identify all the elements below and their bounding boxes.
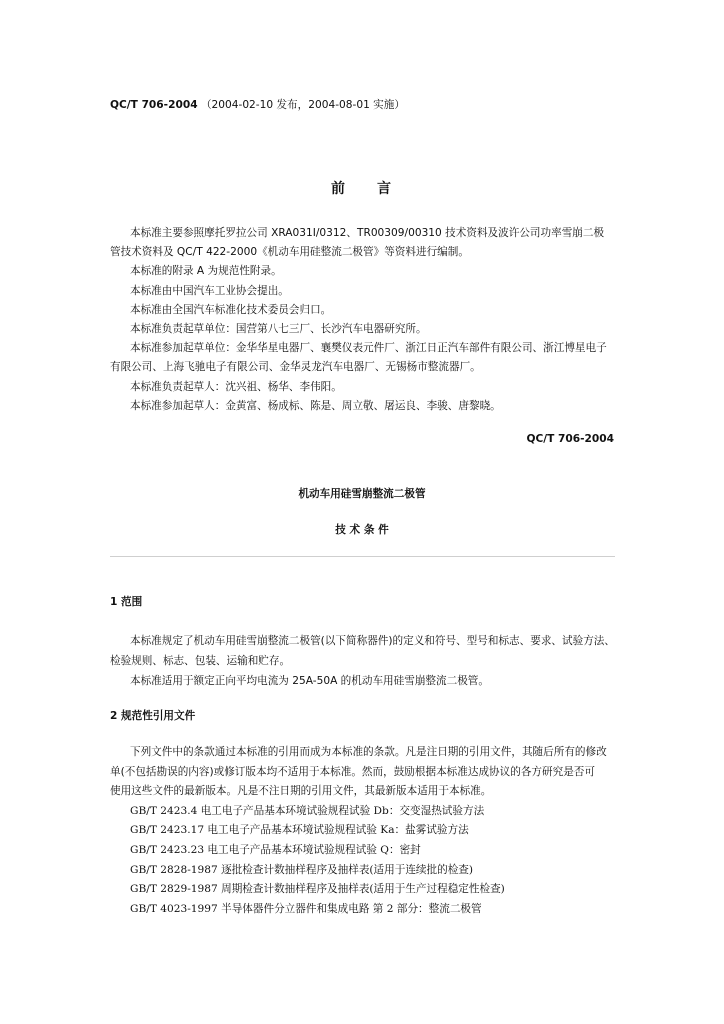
section-1-line: 本标准规定了机动车用硅雪崩整流二极管(以下简称器件)的定义和符号、型号和标志、要求、试验方法、	[130, 635, 615, 647]
standard-subtitle: 技 术 条 件	[335, 524, 389, 536]
section-2-line: 使用这些文件的最新版本。凡是不注日期的引用文件，其最新版本适用于本标准。	[110, 785, 492, 798]
document-dates: （2004-02-10 发布，2004-08-01 实施）	[200, 99, 405, 111]
reference-item: GB/T 2828-1987 逐批检查计数抽样程序及抽样表(适用于连续批的检查)	[130, 863, 474, 876]
section-2-body	[110, 743, 615, 919]
reference-item: GB/T 4023-1997 半导体器件分立器件和集成电路 第 2 部分：整流二极管	[130, 902, 482, 915]
foreword-line: 本标准由全国汽车标准化技术委员会归口。	[130, 303, 332, 316]
reference-item: GB/T 2423.23 电工电子产品基本环境试验规程试验 Q：密封	[130, 843, 421, 856]
foreword-line: 本标准由中国汽车工业协会提出。	[130, 284, 289, 297]
foreword-title	[0, 178, 724, 198]
section-2-line: 下列文件中的条款通过本标准的引用而成为本标准的条款。凡是注日期的引用文件，其随后所有的修改	[130, 746, 607, 758]
document-code-line	[110, 98, 405, 112]
foreword-line: 本标准的附录 A 为规范性附录。	[130, 265, 282, 278]
foreword-title-char-1: 前	[331, 181, 347, 197]
section-2-heading: 2 规范性引用文件	[110, 710, 196, 722]
reference-item: GB/T 2423.4 电工电子产品基本环境试验规程试验 Db：交变湿热试验方法	[130, 804, 485, 817]
document-code: QC/T 706-2004	[110, 99, 198, 111]
section-1-body	[110, 631, 615, 691]
foreword-line: 本标准参加起草单位：金华华星电器厂、襄樊仪表元件厂、浙江日正汽车部件有限公司、浙江博星电子	[130, 342, 607, 355]
standard-title: 机动车用硅雪崩整流二极管	[298, 488, 426, 500]
reference-item: GB/T 2829-1987 周期检查计数抽样程序及抽样表(适用于生产过程稳定性检查)	[130, 883, 505, 896]
foreword-line: 本标准负责起草单位：国营第八七三厂、长沙汽车电器研究所。	[130, 323, 427, 336]
foreword-line: 管技术资料及 QC/T 422-2000《机动车用硅整流二极管》等资料进行编制。	[110, 246, 469, 259]
foreword-line: 本标准参加起草人：金黄富、杨成标、陈是、周立敬、屠运良、李骏、唐黎晓。	[130, 399, 501, 412]
foreword-line: 本标准主要参照摩托罗拉公司 XRA031I/0312、TR00309/00310 技术资料及波许公司功率雪崩二极	[130, 227, 605, 239]
section-1-heading: 1 范围	[110, 596, 143, 608]
section-divider	[110, 556, 615, 557]
standard-code-right: QC/T 706-2004	[526, 433, 614, 445]
section-2-line: 单(不包括勘误的内容)或修订版本均不适用于本标准。然而，鼓励根据本标准达成协议的各方研究是否可	[110, 765, 595, 778]
foreword-line: 有限公司、上海飞驰电子有限公司、金华灵龙汽车电器厂、无锡杨市整流器厂。	[110, 361, 481, 374]
reference-item: GB/T 2423.17 电工电子产品基本环境试验规程试验 Ka：盐雾试验方法	[130, 824, 469, 837]
foreword-title-char-2: 言	[377, 181, 393, 197]
foreword-line: 本标准负责起草人：沈兴祖、杨华、李伟阳。	[130, 380, 342, 393]
foreword-body	[110, 224, 615, 416]
section-1-line: 检验规则、标志、包装、运输和贮存。	[110, 655, 291, 667]
section-1-line: 本标准适用于额定正向平均电流为 25A-50A 的机动车用硅雪崩整流二极管。	[130, 675, 489, 687]
